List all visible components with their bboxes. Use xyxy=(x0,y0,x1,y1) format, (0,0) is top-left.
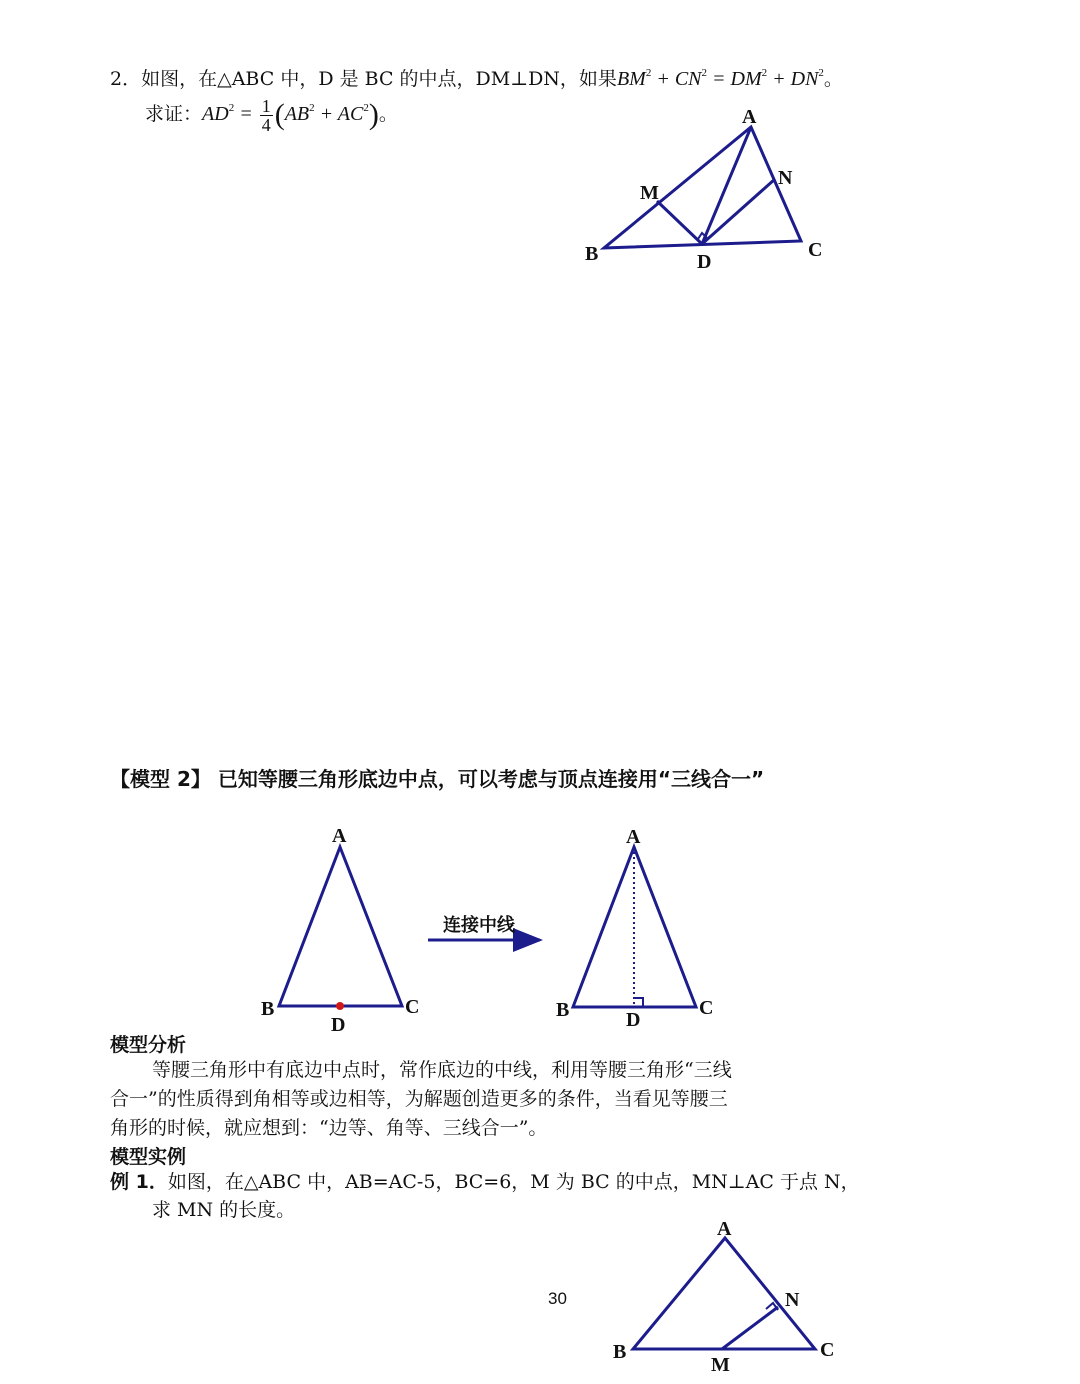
analysis-title: 模型分析 xyxy=(110,1034,187,1056)
label-c: C xyxy=(808,239,823,261)
arrow-label: 连接中线 xyxy=(443,915,515,936)
analysis-line-1: 等腰三角形中有底边中点时，常作底边的中线，利用等腰三角形“三线 xyxy=(152,1059,732,1081)
segment-ad xyxy=(702,127,751,244)
left-label-b: B xyxy=(261,998,275,1020)
left-label-d: D xyxy=(331,1014,346,1036)
problem-2-condition-formula: $BM^2 + CN^2 = DM^2 + DN^2$ xyxy=(616,67,824,90)
example-label-n: N xyxy=(785,1289,800,1311)
model-2-heading: 【模型 2】 已知等腰三角形底边中点，可以考虑与顶点连接用“三线合一” xyxy=(110,767,765,791)
problem-2-prove: 求证：$AD^2$ = $\frac{1}{4}$ $(AB^2 + AC^2)$。 xyxy=(145,95,398,135)
triangle-abc xyxy=(604,127,801,248)
example-title: 模型实例 xyxy=(110,1146,187,1168)
segment-dn xyxy=(702,179,775,244)
analysis-line-2: 合一”的性质得到角相等或边相等，为解题创造更多的条件，当看见等腰三 xyxy=(110,1088,728,1110)
label-d: D xyxy=(697,251,712,273)
problem-2-text: 2．如图，在△ABC 中，D 是 BC 的中点，DM⊥DN，如果 xyxy=(110,68,617,90)
midpoint-d-dot xyxy=(336,1002,344,1010)
example-label-c: C xyxy=(820,1339,835,1361)
label-m: M xyxy=(640,182,659,204)
figure-model-2-right xyxy=(573,847,696,1007)
left-label-c: C xyxy=(405,996,420,1018)
isosceles-triangle xyxy=(279,847,402,1006)
example-label-a: A xyxy=(717,1218,732,1240)
right-angle-mark-n xyxy=(766,1303,778,1310)
prove-label: 求证： xyxy=(145,103,203,125)
right-label-c: C xyxy=(699,997,714,1019)
figure-problem-2 xyxy=(604,127,801,248)
segment-dm xyxy=(657,201,702,244)
right-label-a: A xyxy=(626,826,641,848)
analysis-line-3: 角形的时候，就应想到：“边等、角等、三线合一”。 xyxy=(110,1117,548,1139)
page-number: 30 xyxy=(548,1289,567,1308)
right-label-d: D xyxy=(626,1009,641,1031)
label-b: B xyxy=(585,243,599,265)
segment-mn xyxy=(722,1307,778,1349)
example-label-m: M xyxy=(711,1354,730,1376)
example-label-b: B xyxy=(613,1341,627,1363)
right-label-b: B xyxy=(556,999,570,1021)
label-n: N xyxy=(778,167,793,189)
example-1-label: 例 1． xyxy=(110,1171,168,1193)
label-a: A xyxy=(742,106,757,128)
example-1-text: 如图，在△ABC 中，AB=AC-5，BC=6，M 为 BC 的中点，MN⊥AC 于点 N， xyxy=(167,1171,860,1193)
left-label-a: A xyxy=(332,825,347,847)
example-1-line-2: 求 MN 的长度。 xyxy=(152,1199,296,1221)
figure-model-2-left xyxy=(279,847,402,1006)
prove-formula: $AD^2$ = $\frac{1}{4}$ $(AB^2 + AC^2)$ xyxy=(202,95,379,135)
problem-2-statement: 2．如图，在△ABC 中，D 是 BC 的中点，DM⊥DN，如果$BM^2 + CN^2 = DM^2 + DN^2$。 xyxy=(110,67,843,90)
